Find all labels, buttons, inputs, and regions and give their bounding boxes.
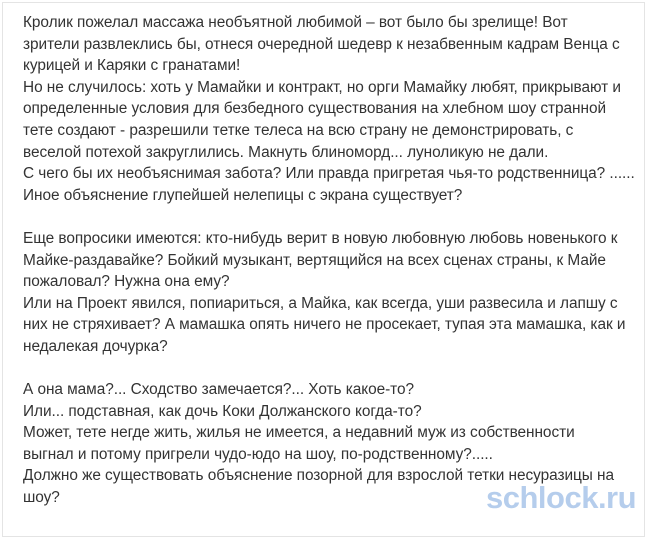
text-line: Иное объяснение глупейшей нелепицы с экрана существует? xyxy=(23,186,463,204)
text-line: Или... подставная, как дочь Коки Должанского когда-то? xyxy=(23,402,422,420)
text-line: Майке-раздавайке? Бойкий музыкант, вертящийся на всех сценах страны, к Майе xyxy=(23,251,606,269)
site-watermark: schlock.ru xyxy=(486,480,637,515)
text-frame xyxy=(2,2,645,537)
text-line: Должно же существовать объяснение позорной для взрослой тетки несуразицы на xyxy=(23,467,614,485)
text-line: определенные условия для безбедного существования на хлебном шоу странной xyxy=(23,100,607,118)
paragraph-2 xyxy=(23,228,635,358)
text-line: Но не случилось: хоть у Мамайки и контракт, но орги Мамайку любят, прикрывают и xyxy=(23,78,621,96)
text-line: Еще вопросики имеются: кто-нибудь верит в новую любовную любовь новенького к xyxy=(23,229,618,247)
text-line: Кролик пожелал массажа необъятной любимой – вот было бы зрелище! Вот xyxy=(23,14,568,31)
text-line: веселой потехой закруглились. Макнуть блиноморд... луноликую не дали. xyxy=(23,143,549,161)
text-line: курицей и Каряки с гранатами! xyxy=(23,57,241,75)
text-line: них не стряхивает? А мамашка опять ничего не просекает, тупая эта мамашка, как и xyxy=(23,316,626,334)
text-line: недалекая дочурка? xyxy=(23,337,168,355)
text-line: зрители развлеклись бы, отнеся очередной шедевр к незабвенным кадрам Венца с xyxy=(23,35,620,53)
text-line: тете создают - разрешили тетке телеса на всю страну не демонстрировать, с xyxy=(23,121,574,139)
text-line: пожаловал? Нужна она ему? xyxy=(23,273,230,291)
article-text xyxy=(23,12,635,509)
text-line: шоу? xyxy=(23,489,60,507)
text-line: С чего бы их необъяснимая забота? Или правда пригретая чья-то родственница? ...... xyxy=(23,165,635,183)
text-line: Или на Проект явился, попиариться, а Майка, как всегда, уши развесила и лапшу с xyxy=(23,294,618,312)
text-line: А она мама?... Сходство замечается?... Хоть какое-то? xyxy=(23,381,415,399)
text-line: выгнал и потому пригрели чудо-юдо на шоу, по-родственному?..... xyxy=(23,445,493,463)
paragraph-1 xyxy=(23,12,635,206)
text-line: Может, тете негде жить, жилья не имеется, а недавний муж из собственности xyxy=(23,424,575,442)
paragraph-gap xyxy=(23,358,635,380)
paragraph-gap xyxy=(23,206,635,228)
